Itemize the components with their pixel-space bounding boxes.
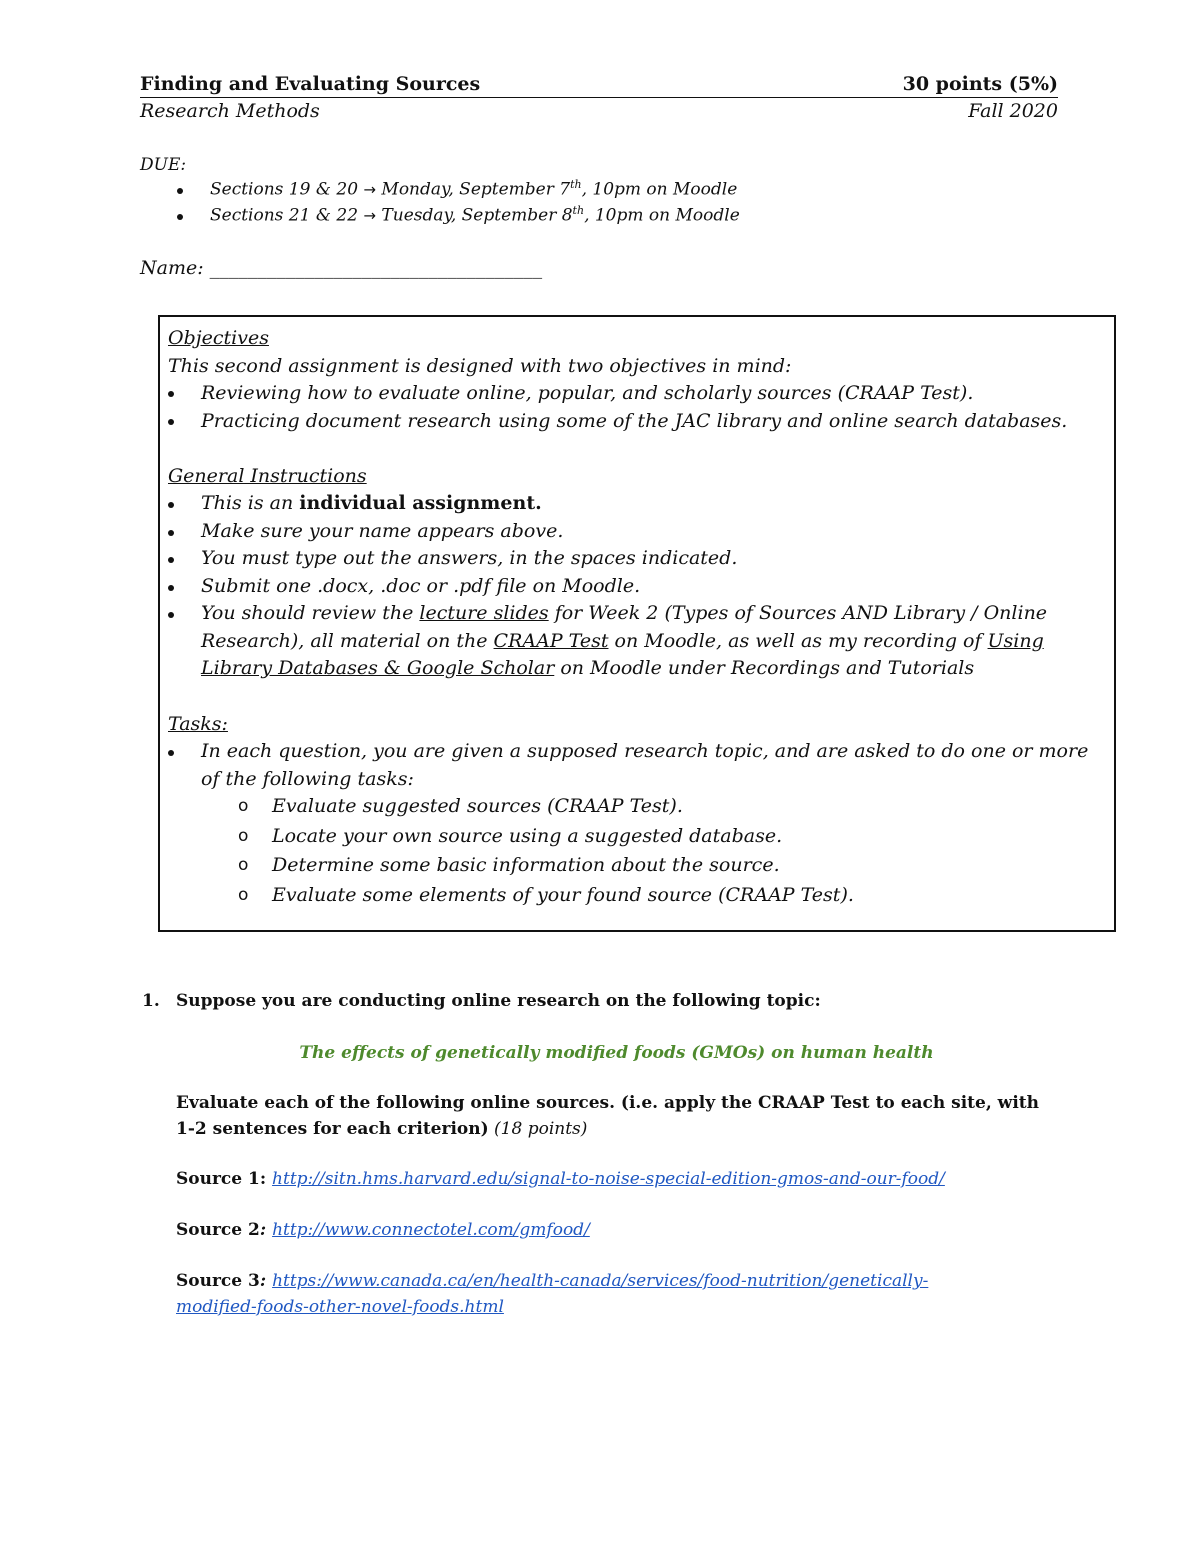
subtask-item: Determine some basic information about the source.: [272, 854, 780, 876]
term: Fall 2020: [968, 100, 1058, 122]
review-line-1: You should review the lecture slides for Week 2 (Types of Sources AND Library / Online: [201, 602, 1048, 624]
name-field[interactable]: Name: ___________________________________: [140, 257, 543, 279]
lecture-slides-link[interactable]: lecture slides: [419, 602, 549, 624]
source-3: Source 3: https://www.canada.ca/en/health-canada/services/food-nutrition/genetically-: [176, 1271, 929, 1291]
bullet-icon: [168, 391, 174, 397]
question-number: 1.: [142, 991, 160, 1011]
using-library-databases-link-cont[interactable]: Library Databases & Google Scholar: [201, 657, 555, 679]
bullet-icon: [168, 419, 174, 425]
bullet-icon: [168, 530, 174, 536]
bullet-icon: [168, 750, 174, 756]
review-line-2: Research), all material on the CRAAP Test on Moodle, as well as my recording of Using: [201, 630, 1044, 652]
arrow-right-icon: →: [363, 206, 376, 225]
evaluate-instruction-2: 1-2 sentences for each criterion) (18 points): [176, 1119, 588, 1139]
source-3-link-cont[interactable]: modified-foods-other-novel-foods.html: [176, 1297, 504, 1317]
general-item: Submit one .docx, .doc or .pdf file on Moodle.: [201, 575, 641, 597]
tasks-heading: Tasks:: [168, 713, 228, 735]
bullet-icon: [177, 214, 183, 220]
sub-bullet-icon: o: [238, 855, 249, 875]
assignment-points: 30 points (5%): [902, 73, 1058, 95]
evaluate-instruction-1: Evaluate each of the following online sources. (i.e. apply the CRAAP Test to each site, with: [176, 1093, 1039, 1113]
research-topic: The effects of genetically modified foods (GMOs) on human health: [299, 1043, 934, 1063]
tasks-intro-2: of the following tasks:: [201, 768, 414, 790]
subtask-item: Evaluate suggested sources (CRAAP Test).: [272, 795, 683, 817]
bullet-icon: [168, 585, 174, 591]
tasks-intro-1: In each question, you are given a supposed research topic, and are asked to do one or more: [201, 740, 1089, 762]
due-item-2: Sections 21 & 22 → Tuesday, September 8th, 10pm on Moodle: [210, 204, 740, 226]
bullet-icon: [168, 502, 174, 508]
sub-bullet-icon: o: [238, 796, 249, 816]
header-underline: [140, 97, 1058, 98]
using-library-databases-link[interactable]: Using: [987, 630, 1044, 652]
course-name: Research Methods: [140, 100, 320, 122]
due-label: DUE:: [140, 155, 187, 175]
general-item: Make sure your name appears above.: [201, 520, 564, 542]
general-instructions-heading: General Instructions: [168, 465, 367, 487]
subtask-item: Locate your own source using a suggested database.: [272, 825, 783, 847]
source-2: Source 2: http://www.connectotel.com/gmfood/: [176, 1220, 590, 1240]
subtask-item: Evaluate some elements of your found source (CRAAP Test).: [272, 884, 854, 906]
source-1: Source 1: http://sitn.hms.harvard.edu/signal-to-noise-special-edition-gmos-and-our-food/: [176, 1169, 945, 1189]
source-1-link[interactable]: http://sitn.hms.harvard.edu/signal-to-noise-special-edition-gmos-and-our-food/: [272, 1169, 945, 1189]
due-item-1: Sections 19 & 20 → Monday, September 7th, 10pm on Moodle: [210, 178, 738, 200]
objective-item: Reviewing how to evaluate online, popular, and scholarly sources (CRAAP Test).: [201, 382, 974, 404]
bullet-icon: [168, 557, 174, 563]
sub-bullet-icon: o: [238, 885, 249, 905]
objectives-intro: This second assignment is designed with two objectives in mind:: [168, 355, 792, 377]
source-3-link[interactable]: https://www.canada.ca/en/health-canada/services/food-nutrition/genetically-: [272, 1271, 929, 1291]
objectives-heading: Objectives: [168, 327, 269, 349]
sub-bullet-icon: o: [238, 826, 249, 846]
assignment-title: Finding and Evaluating Sources: [140, 73, 481, 95]
general-item: This is an individual assignment.: [201, 492, 542, 514]
craap-test-link[interactable]: CRAAP Test: [493, 630, 609, 652]
review-line-3: Library Databases & Google Scholar on Moodle under Recordings and Tutorials: [201, 657, 975, 679]
question-text: Suppose you are conducting online research on the following topic:: [176, 991, 821, 1011]
arrow-right-icon: →: [363, 180, 376, 199]
bullet-icon: [168, 612, 174, 618]
general-item: You must type out the answers, in the spaces indicated.: [201, 547, 738, 569]
objective-item: Practicing document research using some of the JAC library and online search databases.: [201, 410, 1068, 432]
source-2-link[interactable]: http://www.connectotel.com/gmfood/: [272, 1220, 590, 1240]
bullet-icon: [177, 188, 183, 194]
